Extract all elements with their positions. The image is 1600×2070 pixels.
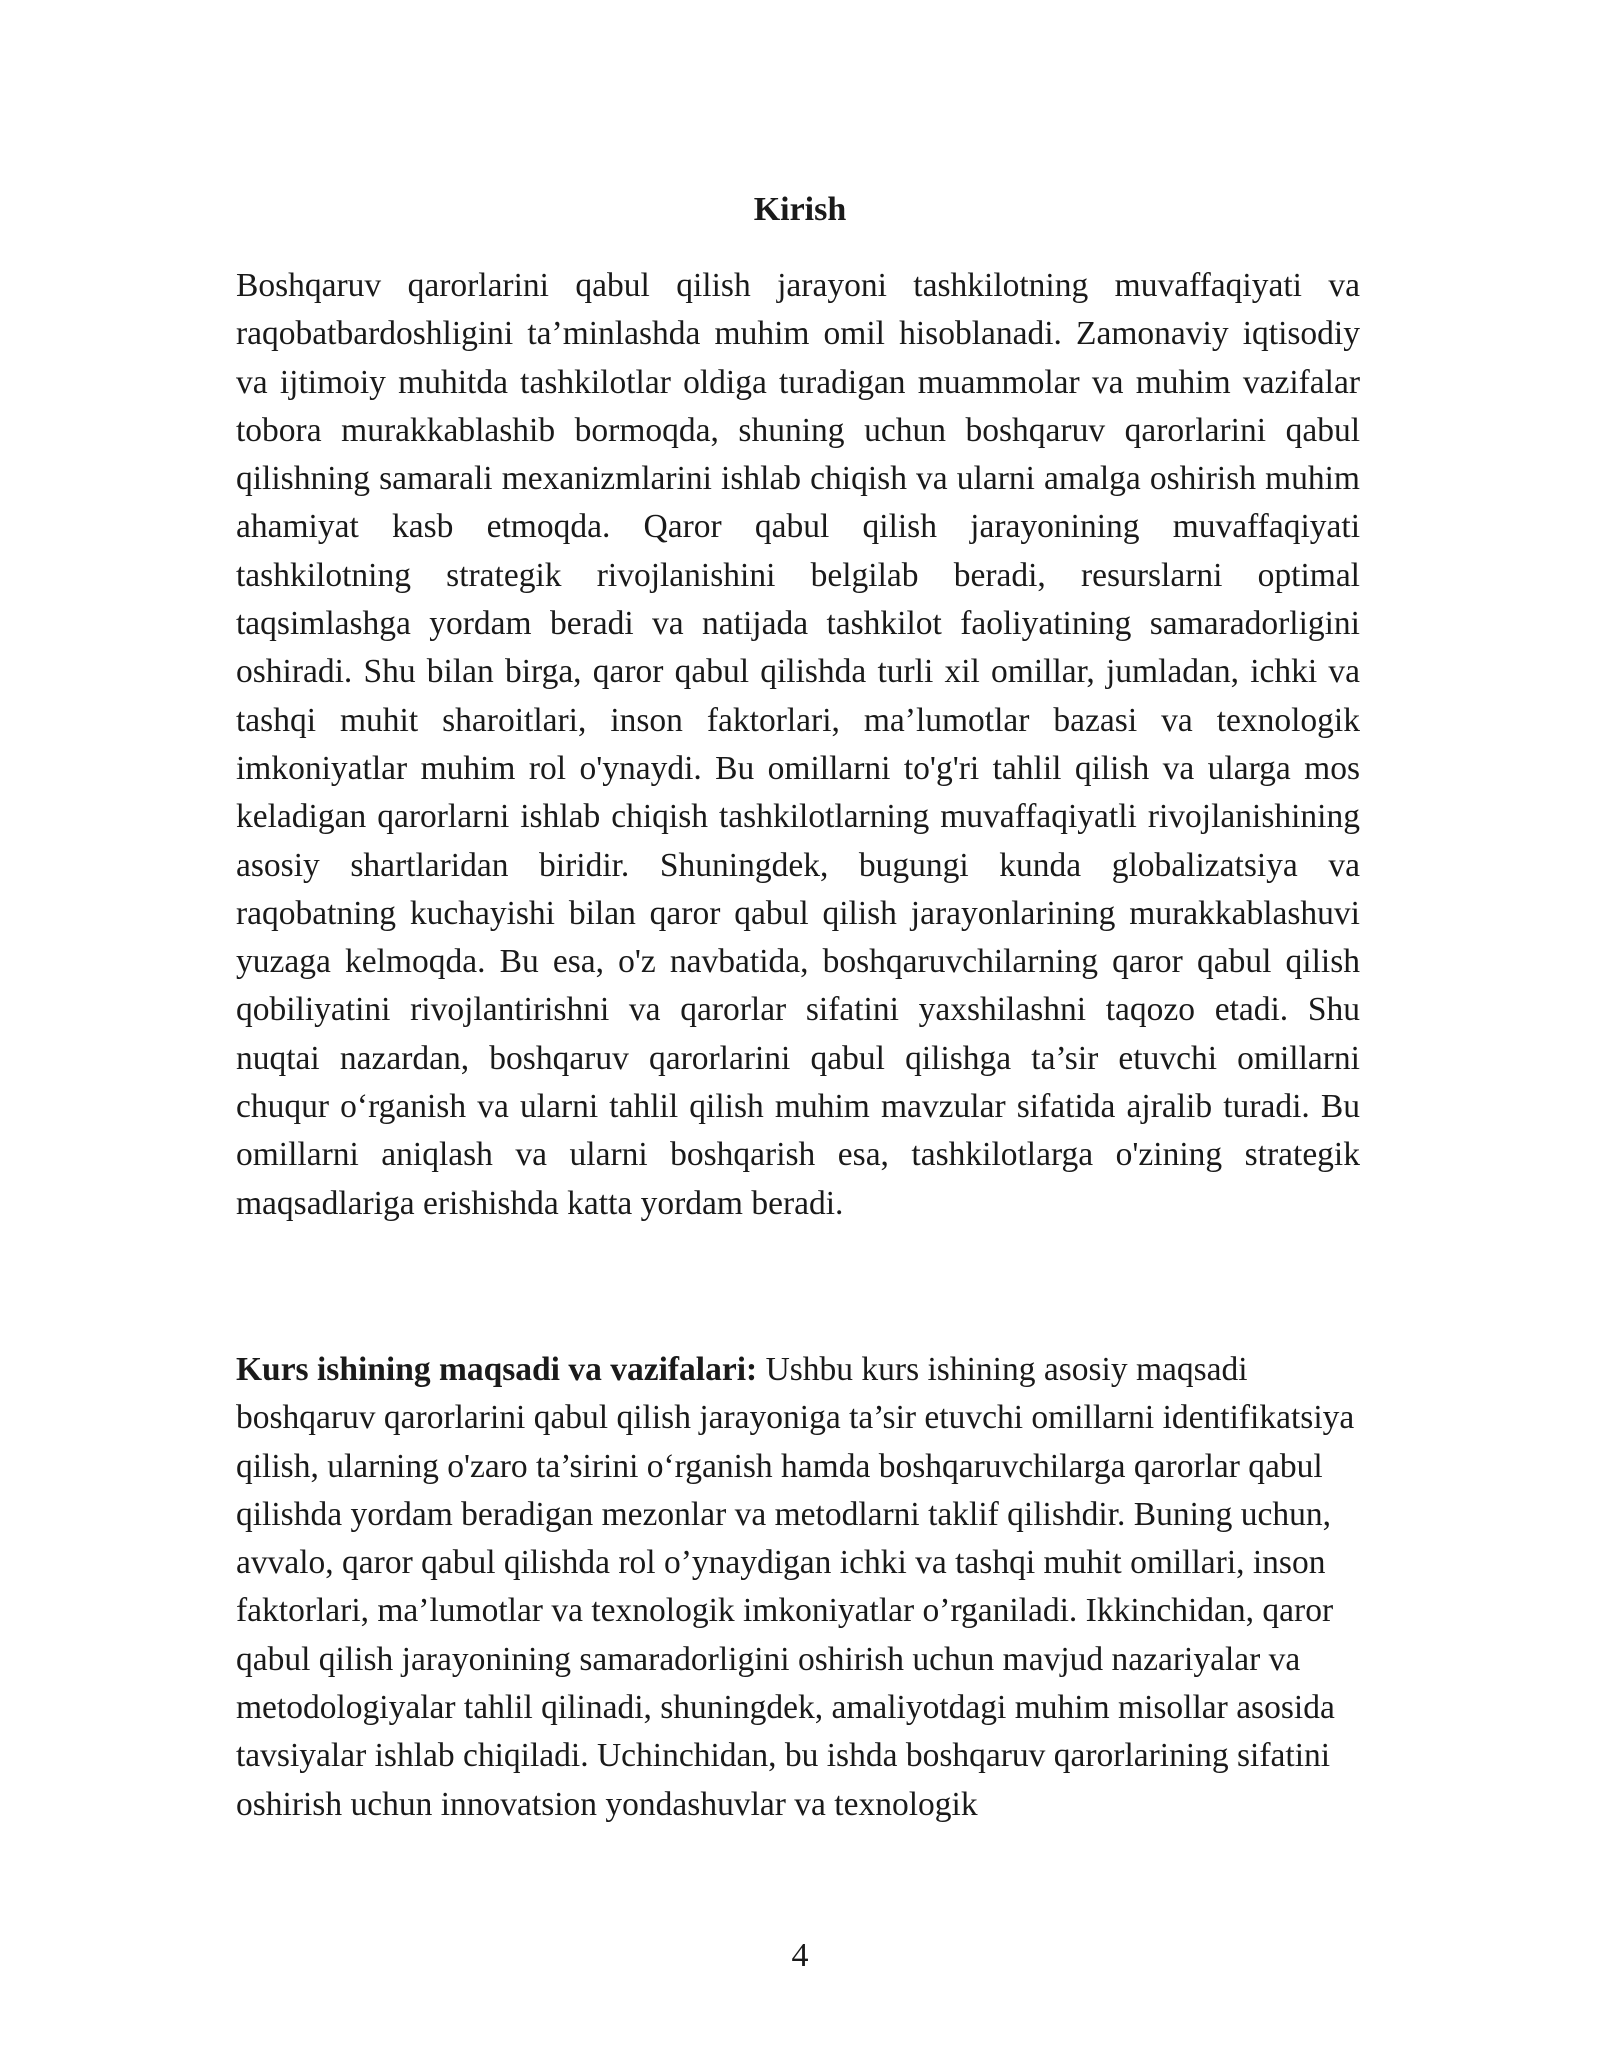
page-number: 4 <box>791 1937 809 1974</box>
goals-paragraph <box>236 1346 1360 1829</box>
goals-text: Ushbu kurs ishining asosiy maqsadi boshqaruv qarorlarini qabul qilish jarayoniga ta’sir etuvchi omillarni identifikatsiya qilish, ularning o'zaro ta’sirini o‘rganish hamda boshqaruvchilarga qarorlar qabul qilishda yordam beradigan mezonlar va metodlarni taklif qilishdir. Buning uchun, avvalo, qaror qabul qilishda rol o’ynaydigan ichki va tashqi muhit omillari, inson faktorlari, ma’lumotlar va texnologik imkoniyatlar o’rganiladi. Ikkinchidan, qaror qabul qilish jarayonining samaradorligini oshirish uchun mavjud nazariyalar va metodologiyalar tahlil qilinadi, shuningdek, amaliyotdagi muhim misollar asosida tavsiyalar ishlab chiqiladi. Uchinchidan, bu ishda boshqaruv qarorlarining sifatini oshirish uchun innovatsion yondashuvlar va texnologik <box>236 1351 1355 1823</box>
page-title: Kirish <box>753 191 847 228</box>
goals-heading: Kurs ishining maqsadi va vazifalari: <box>236 1351 758 1388</box>
intro-paragraph: Boshqaruv qarorlarini qabul qilish jarayoni tashkilotning muvaffaqiyati va raqobatbardoshligini ta’minlashda muhim omil hisoblanadi. Zamonaviy iqtisodiy va ijtimoiy muhitda tashkilotlar oldiga turadigan muammolar va muhim vazifalar tobora murakkablashib bormoqda, shuning uchun boshqaruv qarorlarini qabul qilishning samarali mexanizmlarini ishlab chiqish va ularni amalga oshirish muhim ahamiyat kasb etmoqda. Qaror qabul qilish jarayonining muvaffaqiyati tashkilotning strategik rivojlanishini belgilab beradi, resurslarni optimal taqsimlashga yordam beradi va natijada tashkilot faoliyatining samaradorligini oshiradi. Shu bilan birga, qaror qabul qilishda turli xil omillar, jumladan, ichki va tashqi muhit sharoitlari, inson faktorlari, ma’lumotlar bazasi va texnologik imkoniyatlar muhim rol o'ynaydi. Bu omillarni to'g'ri tahlil qilish va ularga mos keladigan qarorlarni ishlab chiqish tashkilotlarning muvaffaqiyatli rivojlanishining asosiy shartlaridan biridir. Shuningdek, bugungi kunda globalizatsiya va raqobatning kuchayishi bilan qaror qabul qilish jarayonlarining murakkablashuvi yuzaga kelmoqda. Bu esa, o'z navbatida, boshqaruvchilarning qaror qabul qilish qobiliyatini rivojlantirishni va qarorlar sifatini yaxshilashni taqozo etadi. Shu nuqtai nazardan, boshqaruv qarorlarini qabul qilishga ta’sir etuvchi omillarni chuqur o‘rganish va ularni tahlil qilish muhim mavzular sifatida ajralib turadi. Bu omillarni aniqlash va ularni boshqarish esa, tashkilotlarga o'zining strategik maqsadlariga erishishda katta yordam beradi. <box>236 267 1360 1222</box>
